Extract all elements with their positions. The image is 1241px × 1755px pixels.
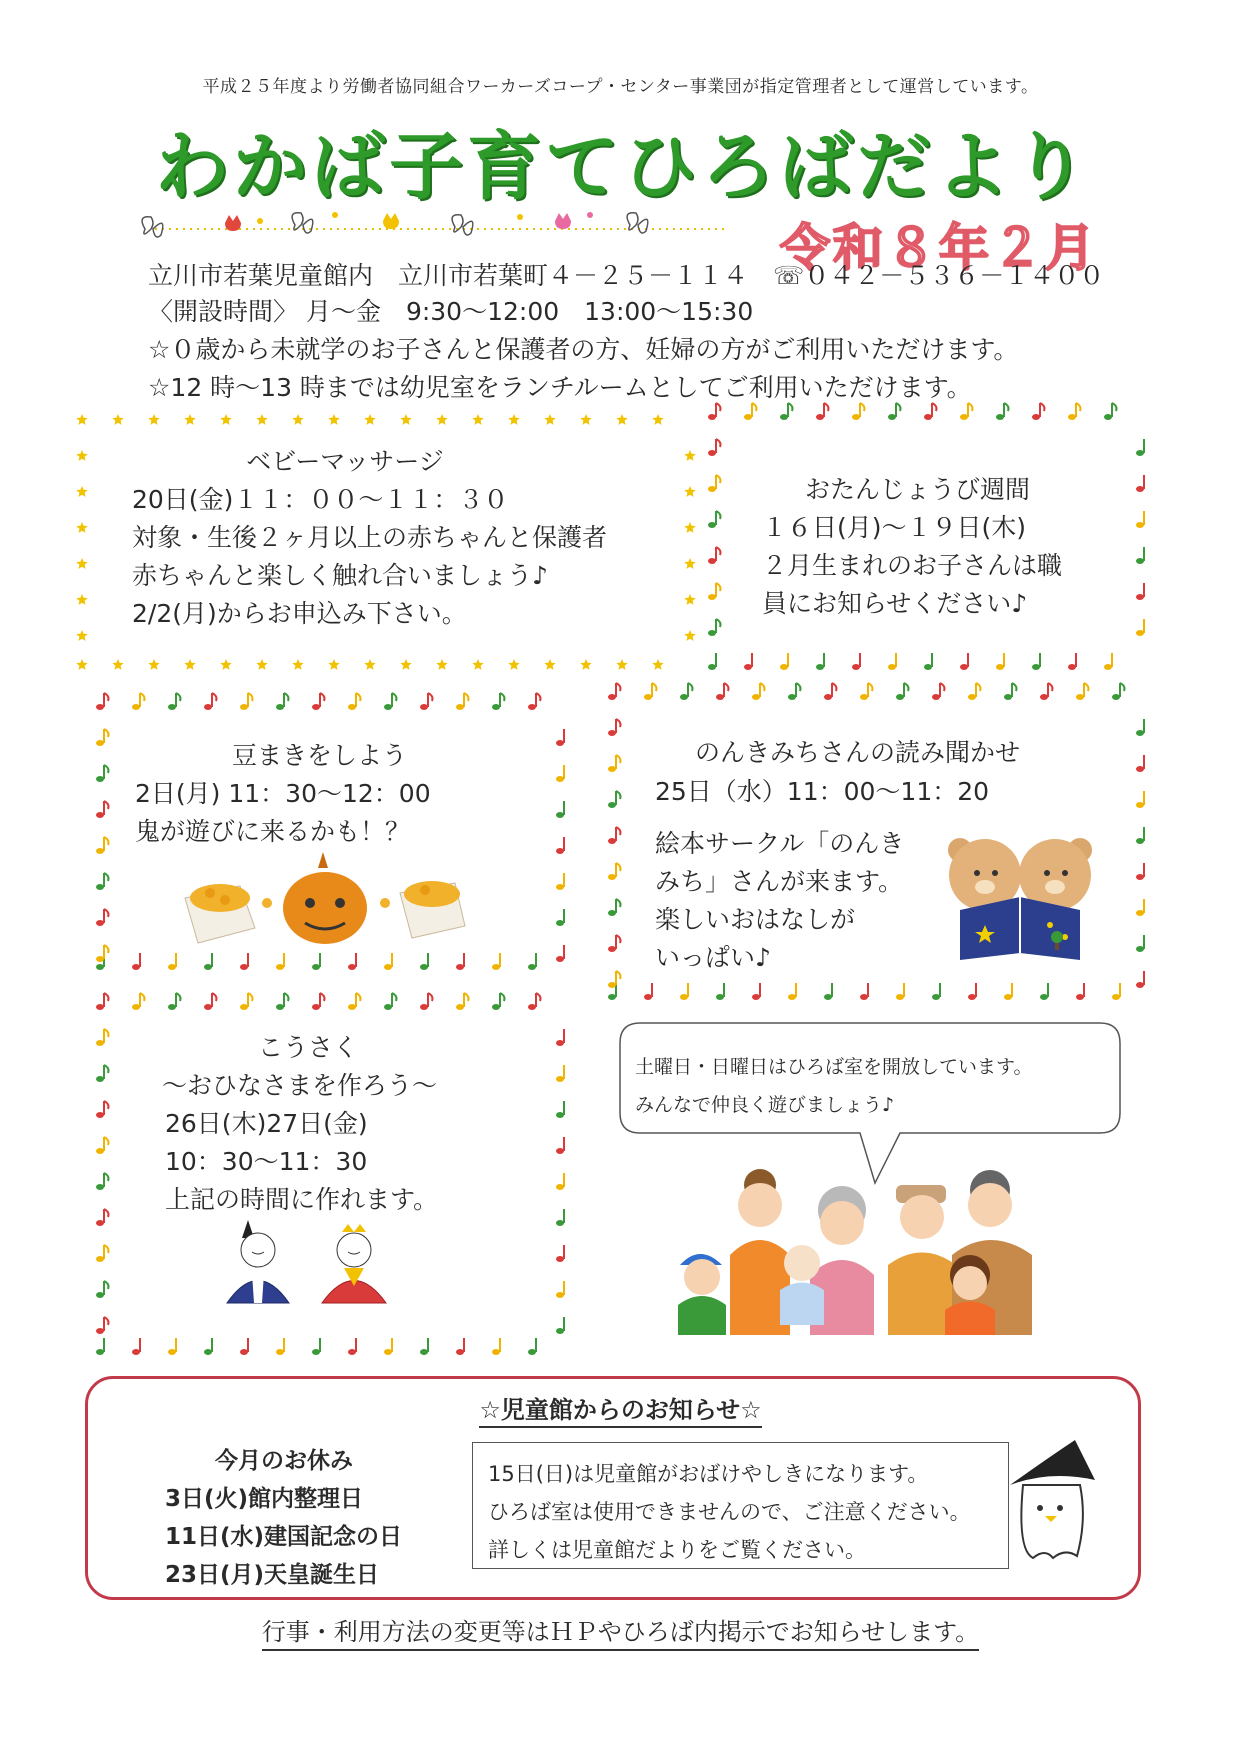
frame-music-note bbox=[96, 1173, 109, 1190]
storytime-line: 楽しいおはなしが bbox=[655, 905, 856, 934]
frame-music-note bbox=[420, 993, 433, 1010]
hours-line: 〈開設時間〉 月～金 9:30～12:00 13:00～15:30 bbox=[148, 297, 754, 326]
frame-music-note bbox=[276, 993, 289, 1010]
frame-music-note bbox=[96, 1137, 109, 1154]
frame-music-note bbox=[1040, 983, 1048, 1000]
frame-music-note bbox=[1136, 935, 1144, 952]
frame-star bbox=[436, 659, 447, 670]
frame-star bbox=[400, 659, 411, 670]
frame-star bbox=[544, 659, 555, 670]
frame-music-note bbox=[240, 693, 253, 710]
frame-star bbox=[292, 659, 303, 670]
frame-music-note bbox=[1076, 983, 1084, 1000]
frame-music-note bbox=[1104, 653, 1112, 670]
frame-music-note bbox=[708, 547, 721, 564]
frame-star bbox=[76, 414, 87, 425]
frame-music-note bbox=[752, 983, 760, 1000]
frame-music-note bbox=[932, 683, 945, 700]
odairisama-doll bbox=[227, 1220, 289, 1303]
frame-music-note bbox=[708, 653, 716, 670]
frame-music-note bbox=[456, 1338, 464, 1355]
frame-star bbox=[472, 659, 483, 670]
birthday-week-line: １６日(月)～１９日(木) bbox=[762, 513, 1027, 542]
frame-music-note bbox=[924, 403, 937, 420]
frame-music-note bbox=[960, 653, 968, 670]
frame-star bbox=[184, 659, 195, 670]
frame-music-note bbox=[96, 945, 109, 962]
frame-music-note bbox=[608, 935, 621, 952]
frame-music-note bbox=[132, 1338, 140, 1355]
craft-line: 26日(木)27日(金) bbox=[165, 1109, 368, 1138]
frame-music-note bbox=[96, 993, 109, 1010]
frame-music-note bbox=[556, 729, 564, 746]
frame-music-note bbox=[492, 993, 505, 1010]
frame-star bbox=[580, 659, 591, 670]
notice-line: 詳しくは児童館だよりをご覧ください。 bbox=[488, 1538, 866, 1562]
frame-music-note bbox=[824, 683, 837, 700]
frame-music-note bbox=[556, 1065, 564, 1082]
mamemaki-line: 2日(月) 11：30～12：00 bbox=[135, 779, 431, 808]
frame-music-note bbox=[1112, 683, 1125, 700]
frame-music-note bbox=[608, 791, 621, 808]
frame-star bbox=[184, 414, 195, 425]
frame-star bbox=[508, 414, 519, 425]
hina-dolls-illustration bbox=[222, 1218, 412, 1318]
footer-note: 行事・利用方法の変更等はＨＰやひろば内掲示でお知らせします。 bbox=[262, 1618, 979, 1651]
baby-massage-line: 赤ちゃんと楽しく触れ合いましょう♪ bbox=[132, 561, 548, 590]
frame-music-note bbox=[556, 1029, 564, 1046]
frame-music-note bbox=[528, 1338, 536, 1355]
frame-music-note bbox=[1136, 863, 1144, 880]
frame-music-note bbox=[1040, 683, 1053, 700]
frame-music-note bbox=[348, 693, 361, 710]
ghost-witch-hat-illustration bbox=[1005, 1440, 1100, 1560]
frame-music-note bbox=[608, 971, 621, 988]
frame-music-note bbox=[1004, 683, 1017, 700]
frame-music-note bbox=[492, 1338, 500, 1355]
frame-music-note bbox=[96, 1209, 109, 1226]
frame-music-note bbox=[608, 719, 621, 736]
frame-music-note bbox=[1136, 511, 1144, 528]
frame-star bbox=[220, 414, 231, 425]
frame-star bbox=[364, 659, 375, 670]
frame-music-note bbox=[708, 583, 721, 600]
frame-music-note bbox=[888, 653, 896, 670]
frame-star bbox=[684, 594, 695, 605]
frame-music-note bbox=[1136, 791, 1144, 808]
frame-star bbox=[76, 630, 87, 641]
frame-music-note bbox=[556, 1101, 564, 1118]
frame-star bbox=[76, 594, 87, 605]
frame-music-note bbox=[824, 983, 832, 1000]
frame-music-note bbox=[1136, 755, 1144, 772]
baby-massage-line: 20日(金)１１：００～１１：３０ bbox=[132, 485, 509, 514]
frame-star bbox=[436, 414, 447, 425]
frame-star bbox=[652, 414, 663, 425]
bean-box-right bbox=[400, 881, 465, 938]
baby-massage-line: 2/2(月)からお申込み下さい。 bbox=[132, 599, 467, 628]
address-line: 立川市若葉児童館内 立川市若葉町４－２５－１１４ ☏０４２－５３６－１４００ bbox=[148, 261, 1105, 290]
frame-music-note bbox=[132, 953, 140, 970]
storytime-line: いっぱい♪ bbox=[655, 943, 771, 972]
frame-star bbox=[684, 522, 695, 533]
frame-music-note bbox=[788, 983, 796, 1000]
frame-music-note bbox=[708, 475, 721, 492]
frame-star bbox=[76, 486, 87, 497]
frame-music-note bbox=[1068, 653, 1076, 670]
issue-month: 令和８年２月 bbox=[780, 219, 1098, 277]
storytime-line: みち」さんが来ます。 bbox=[655, 867, 904, 896]
frame-music-note bbox=[1136, 439, 1144, 456]
frame-music-note bbox=[96, 873, 109, 890]
frame-star bbox=[112, 414, 123, 425]
frame-music-note bbox=[528, 693, 541, 710]
frame-music-note bbox=[96, 837, 109, 854]
frame-music-note bbox=[556, 1173, 564, 1190]
frame-music-note bbox=[1136, 971, 1144, 988]
frame-music-note bbox=[852, 403, 865, 420]
frame-music-note bbox=[888, 403, 901, 420]
frame-music-note bbox=[924, 653, 932, 670]
frame-music-note bbox=[96, 1281, 109, 1298]
frame-music-note bbox=[1076, 683, 1089, 700]
birthday-week-title: おたんじょうび週間 bbox=[805, 475, 1031, 504]
frame-music-note bbox=[96, 1029, 109, 1046]
frame-music-note bbox=[1136, 583, 1144, 600]
frame-music-note bbox=[1112, 983, 1120, 1000]
notice-line: ひろば室は使用できませんので、ご注意ください。 bbox=[488, 1500, 971, 1524]
frame-music-note bbox=[456, 993, 469, 1010]
frame-music-note bbox=[96, 1338, 104, 1355]
frame-star bbox=[616, 659, 627, 670]
frame-music-note bbox=[816, 403, 829, 420]
craft-line: 10：30～11：30 bbox=[165, 1147, 368, 1176]
frame-music-note bbox=[744, 653, 752, 670]
frame-music-note bbox=[556, 1281, 564, 1298]
frame-music-note bbox=[1032, 403, 1045, 420]
frame-music-note bbox=[708, 439, 721, 456]
frame-music-note bbox=[716, 983, 724, 1000]
frame-music-note bbox=[644, 683, 657, 700]
frame-music-note bbox=[168, 693, 181, 710]
frame-music-note bbox=[1136, 547, 1144, 564]
frame-music-note bbox=[204, 693, 217, 710]
frame-music-note bbox=[708, 511, 721, 528]
frame-music-note bbox=[96, 801, 109, 818]
frame-star bbox=[76, 522, 87, 533]
frame-music-note bbox=[384, 1338, 392, 1355]
frame-music-note bbox=[168, 1338, 176, 1355]
frame-music-note bbox=[556, 1209, 564, 1226]
frame-music-note bbox=[96, 909, 109, 926]
frame-music-note bbox=[556, 801, 564, 818]
frame-music-note bbox=[1136, 899, 1144, 916]
frame-music-note bbox=[996, 653, 1004, 670]
frame-music-note bbox=[608, 899, 621, 916]
mamemaki-line: 鬼が遊びに来るかも！？ bbox=[135, 817, 411, 846]
frame-star bbox=[328, 659, 339, 670]
frame-music-note bbox=[492, 953, 500, 970]
oni-head bbox=[262, 852, 390, 944]
frame-music-note bbox=[708, 403, 721, 420]
frame-music-note bbox=[528, 953, 536, 970]
frame-star bbox=[684, 486, 695, 497]
bean-box-left bbox=[185, 884, 255, 943]
frame-music-note bbox=[968, 983, 976, 1000]
frame-star bbox=[76, 659, 87, 670]
frame-star bbox=[148, 414, 159, 425]
weekend-line: 土曜日・日曜日はひろば室を開放しています。 bbox=[635, 1056, 1033, 1078]
boy-cap bbox=[678, 1254, 726, 1335]
frame-music-note bbox=[780, 653, 788, 670]
family-illustration bbox=[660, 1165, 1060, 1335]
frame-star bbox=[256, 659, 267, 670]
frame-music-note bbox=[456, 693, 469, 710]
weekend-line: みんなで仲良く遊びましょう♪ bbox=[635, 1094, 895, 1116]
frame-music-note bbox=[312, 993, 325, 1010]
frame-star bbox=[220, 659, 231, 670]
frame-music-note bbox=[960, 403, 973, 420]
frame-music-note bbox=[716, 683, 729, 700]
holiday-item: 11日(水)建国記念の日 bbox=[165, 1524, 403, 1550]
frame-music-note bbox=[312, 1338, 320, 1355]
frame-music-note bbox=[96, 693, 109, 710]
frame-music-note bbox=[1104, 403, 1117, 420]
frame-music-note bbox=[96, 1101, 109, 1118]
holiday-item: 23日(月)天皇誕生日 bbox=[165, 1562, 380, 1588]
frame-music-note bbox=[312, 693, 325, 710]
frame-music-note bbox=[492, 693, 505, 710]
frame-star bbox=[508, 659, 519, 670]
ohinasama-doll bbox=[322, 1224, 386, 1303]
storytime-title: のんきみちさんの読み聞かせ bbox=[695, 738, 1021, 767]
frame-music-note bbox=[860, 683, 873, 700]
craft-line: 上記の時間に作れます。 bbox=[165, 1185, 439, 1214]
frame-star bbox=[684, 630, 695, 641]
frame-music-note bbox=[1032, 653, 1040, 670]
birthday-week-line: 員にお知らせください♪ bbox=[762, 589, 1028, 618]
holiday-title: 今月のお休み bbox=[215, 1448, 353, 1474]
frame-music-note bbox=[896, 683, 909, 700]
frame-music-note bbox=[932, 983, 940, 1000]
frame-music-note bbox=[556, 873, 564, 890]
frame-music-note bbox=[1136, 475, 1144, 492]
frame-star bbox=[616, 414, 627, 425]
frame-music-note bbox=[204, 1338, 212, 1355]
frame-music-note bbox=[556, 765, 564, 782]
frame-star bbox=[652, 659, 663, 670]
frame-music-note bbox=[680, 683, 693, 700]
frame-music-note bbox=[556, 1137, 564, 1154]
eligibility-line: ☆０歳から未就学のお子さんと保護者の方、妊婦の方がご利用いただけます。 bbox=[148, 335, 1019, 364]
frame-music-note bbox=[96, 1245, 109, 1262]
holiday-item: 3日(火)館内整理日 bbox=[165, 1486, 364, 1512]
center-notice-title: ☆児童館からのお知らせ☆ bbox=[479, 1396, 761, 1428]
frame-music-note bbox=[276, 1338, 284, 1355]
frame-music-note bbox=[816, 653, 824, 670]
frame-music-note bbox=[240, 993, 253, 1010]
frame-music-note bbox=[788, 683, 801, 700]
frame-music-note bbox=[348, 1338, 356, 1355]
frame-star bbox=[472, 414, 483, 425]
frame-music-note bbox=[1068, 403, 1081, 420]
birthday-week-line: ２月生まれのお子さんは職 bbox=[762, 551, 1063, 580]
frame-music-note bbox=[348, 993, 361, 1010]
frame-music-note bbox=[204, 993, 217, 1010]
frame-star bbox=[112, 659, 123, 670]
frame-music-note bbox=[240, 1338, 248, 1355]
frame-music-note bbox=[744, 403, 757, 420]
storytime-line: 25日（水）11：00～11：20 bbox=[655, 777, 990, 806]
frame-music-note bbox=[1136, 827, 1144, 844]
newsletter-title: わかば子育てひろばだより bbox=[155, 124, 1091, 210]
baby-massage-line: 対象・生後２ヶ月以上の赤ちゃんと保護者 bbox=[132, 523, 608, 552]
frame-star bbox=[256, 414, 267, 425]
frame-music-note bbox=[96, 729, 109, 746]
frame-music-note bbox=[556, 945, 564, 962]
frame-star bbox=[580, 414, 591, 425]
frame-music-note bbox=[644, 983, 652, 1000]
storytime-line: 絵本サークル「のんき bbox=[655, 829, 905, 858]
frame-music-note bbox=[168, 953, 176, 970]
frame-music-note bbox=[1136, 719, 1144, 736]
mamemaki-title: 豆まきをしよう bbox=[232, 741, 408, 770]
frame-music-note bbox=[556, 1317, 564, 1334]
oni-beans-illustration bbox=[180, 848, 470, 958]
frame-music-note bbox=[608, 863, 621, 880]
frame-music-note bbox=[556, 909, 564, 926]
frame-music-note bbox=[968, 683, 981, 700]
frame-music-note bbox=[680, 983, 688, 1000]
frame-music-note bbox=[132, 693, 145, 710]
frame-music-note bbox=[384, 993, 397, 1010]
frame-star bbox=[148, 659, 159, 670]
frame-music-note bbox=[556, 837, 564, 854]
frame-music-note bbox=[608, 755, 621, 772]
frame-music-note bbox=[1004, 983, 1012, 1000]
frame-music-note bbox=[852, 653, 860, 670]
frame-music-note bbox=[384, 693, 397, 710]
management-notice: 平成２５年度より労働者協同組合ワーカーズコープ・センター事業団が指定管理者として運営しています。 bbox=[202, 77, 1039, 97]
lunch-line: ☆12 時～13 時までは幼児室をランチルームとしてご利用いただけます。 bbox=[148, 373, 972, 402]
frame-music-note bbox=[1136, 619, 1144, 636]
craft-subtitle: ～おひなさまを作ろう～ bbox=[162, 1071, 438, 1100]
frame-music-note bbox=[168, 993, 181, 1010]
frame-music-note bbox=[996, 403, 1009, 420]
frame-music-note bbox=[132, 993, 145, 1010]
frame-music-note bbox=[896, 983, 904, 1000]
frame-music-note bbox=[780, 403, 793, 420]
frame-star bbox=[76, 558, 87, 569]
frame-star bbox=[684, 558, 695, 569]
frame-music-note bbox=[608, 683, 621, 700]
frame-music-note bbox=[96, 1317, 109, 1334]
frame-music-note bbox=[420, 693, 433, 710]
frame-star bbox=[400, 414, 411, 425]
frame-star bbox=[544, 414, 555, 425]
frame-music-note bbox=[556, 1245, 564, 1262]
frame-music-note bbox=[708, 619, 721, 636]
craft-title: こうさく bbox=[258, 1033, 359, 1062]
frame-music-note bbox=[420, 1338, 428, 1355]
bears-reading-illustration bbox=[935, 825, 1105, 965]
frame-music-note bbox=[752, 683, 765, 700]
baby-massage-title: ベビーマッサージ bbox=[246, 447, 444, 476]
frame-star bbox=[292, 414, 303, 425]
frame-music-note bbox=[608, 827, 621, 844]
frame-music-note bbox=[860, 983, 868, 1000]
frame-music-note bbox=[528, 993, 541, 1010]
notice-line: 15日(日)は児童館がおばけやしきになります。 bbox=[488, 1462, 929, 1486]
frame-star bbox=[364, 414, 375, 425]
frame-music-note bbox=[276, 693, 289, 710]
frame-music-note bbox=[96, 1065, 109, 1082]
frame-music-note bbox=[96, 765, 109, 782]
frame-star bbox=[328, 414, 339, 425]
